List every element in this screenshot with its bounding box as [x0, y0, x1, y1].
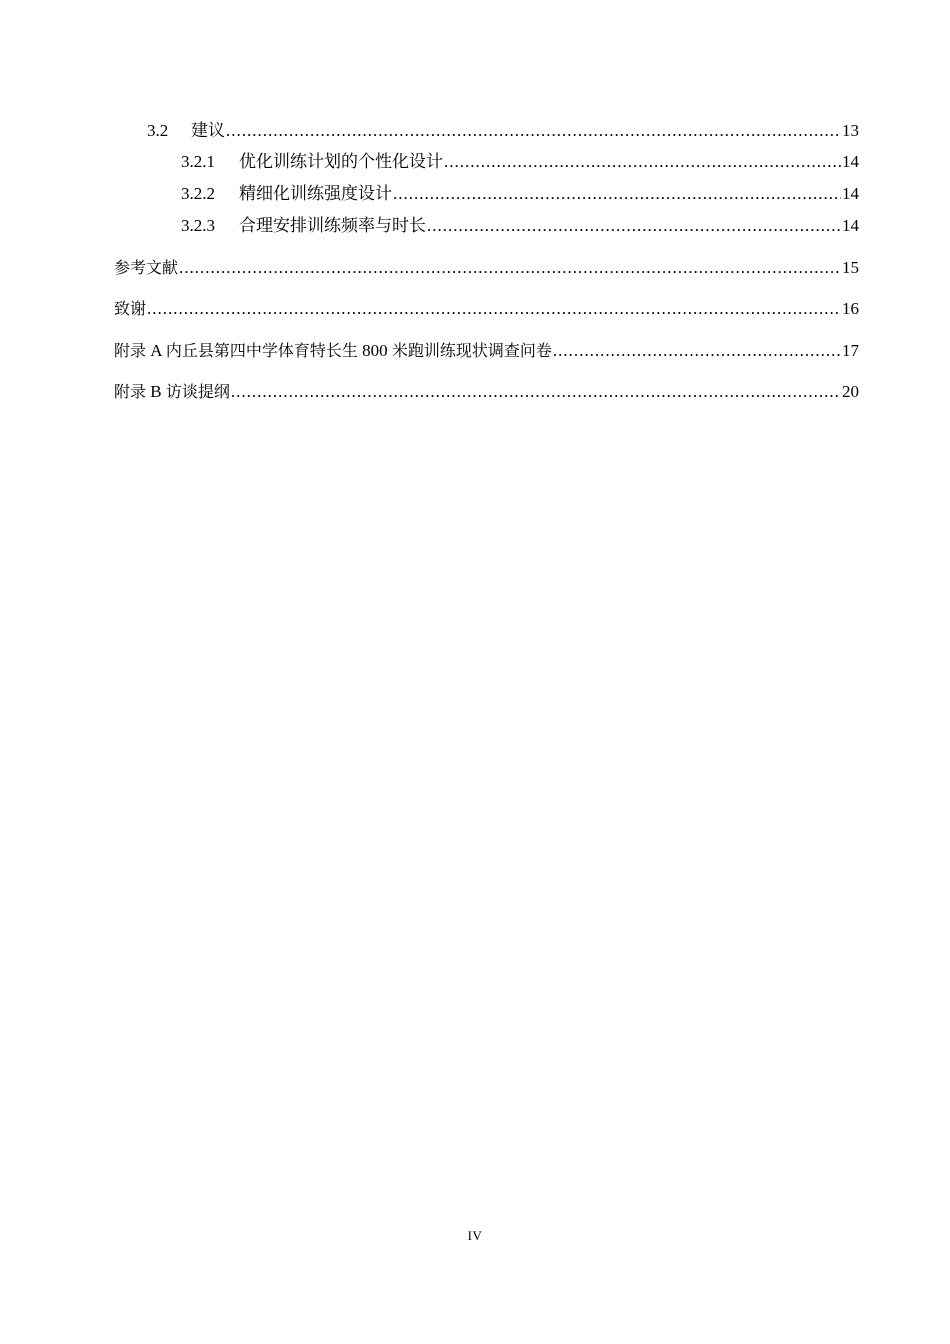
title-part: 内丘县第四中学体育特长生	[165, 341, 358, 360]
dot-leader	[444, 152, 841, 172]
title-part: 800	[357, 341, 392, 360]
toc-entry-title: 参考文献	[114, 258, 179, 277]
toc-entry-title: 致谢	[114, 299, 147, 318]
title-part: A	[146, 341, 166, 360]
dot-leader	[231, 382, 841, 402]
toc-entry-page: 20	[842, 382, 859, 401]
toc-entry-page: 17	[842, 341, 859, 360]
toc-entry-page: 15	[842, 258, 859, 277]
dot-leader	[427, 216, 841, 236]
title-part: 附录	[114, 341, 147, 360]
toc-entry-number: 3.2.2	[181, 184, 215, 203]
page-footer-number: IV	[467, 1228, 483, 1243]
title-part: 米跑训练现状调查问卷	[391, 341, 552, 360]
toc-entry-page: 14	[842, 152, 859, 171]
toc-entry-title: 精细化训练强度设计	[239, 184, 392, 203]
title-part: B	[146, 382, 166, 401]
toc-entry-title	[114, 382, 230, 402]
toc-entry-3-2-2[interactable]	[181, 184, 859, 204]
dot-leader	[226, 121, 841, 141]
toc-entry-3-2[interactable]	[147, 121, 859, 141]
toc-entry-page: 14	[842, 216, 859, 235]
toc-entry-page: 13	[842, 121, 859, 140]
toc-entry-acknowledgements[interactable]	[114, 299, 859, 319]
dot-leader	[179, 258, 841, 278]
toc-entry-number: 3.2	[147, 121, 169, 140]
toc-entry-page: 16	[842, 299, 859, 318]
toc-entry-number: 3.2.1	[181, 152, 215, 171]
dot-leader	[147, 299, 841, 319]
toc-entry-references[interactable]	[114, 258, 859, 278]
toc-entry-title: 合理安排训练频率与时长	[239, 216, 426, 235]
toc-entry-appendix-b[interactable]	[114, 382, 859, 402]
toc-entry-3-2-1[interactable]	[181, 152, 859, 172]
toc-entry-number: 3.2.3	[181, 216, 215, 235]
toc-entry-title: 建议	[191, 121, 225, 140]
toc-entry-page: 14	[842, 184, 859, 203]
toc-entry-title: 优化训练计划的个性化设计	[239, 152, 443, 171]
dot-leader	[553, 341, 841, 361]
toc-entry-3-2-3[interactable]	[181, 216, 859, 236]
title-part: 附录	[114, 382, 147, 401]
title-part: 访谈提纲	[165, 382, 230, 401]
toc-entry-appendix-a[interactable]	[114, 341, 859, 361]
dot-leader	[393, 184, 841, 204]
toc-entry-title	[114, 341, 552, 361]
